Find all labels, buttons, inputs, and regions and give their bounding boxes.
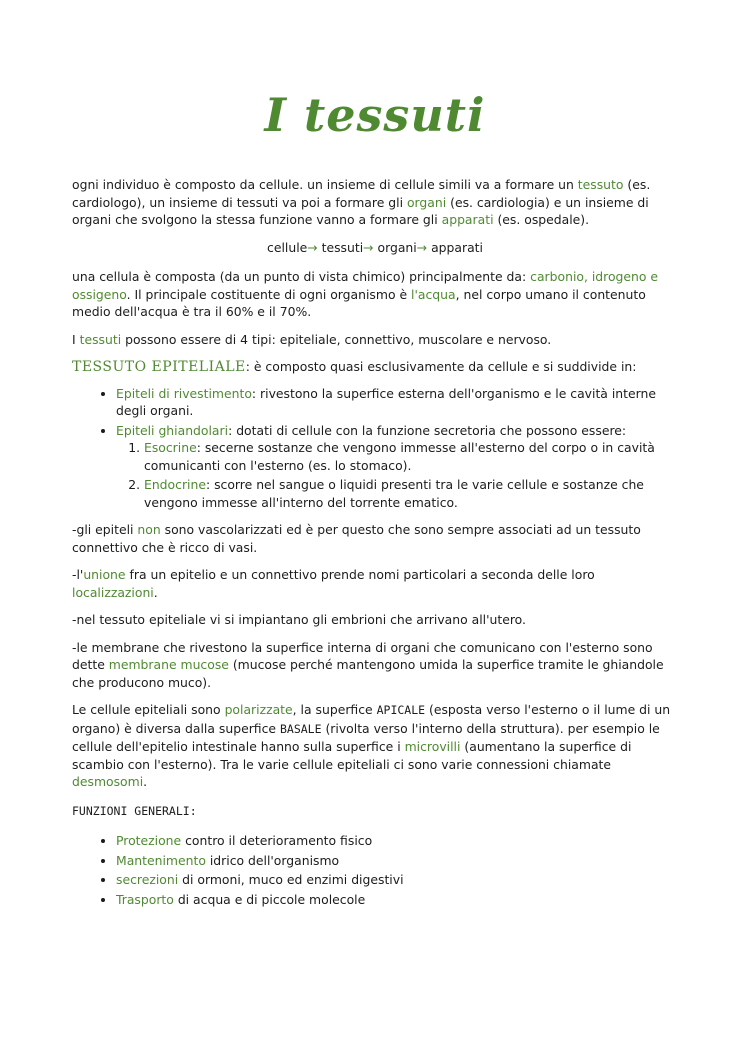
cell-text-2: . Il principale costituente di ogni organismo è [126,286,412,302]
intro-text-2: (es. cardiologo), un insieme di tessuti va poi a formare gli [72,177,651,210]
function-term: secrezioni [116,872,179,887]
term-apicale: APICALE [376,703,426,717]
function-text: contro il deterioramento fisico [181,833,373,848]
cell-text-1: una cellula è composta (da un punto di vista chimico) principalmente da: [72,269,531,284]
note-text: . [153,584,158,600]
note-vascularization [72,521,678,556]
flow-step-apparati: apparati [431,239,483,255]
polar-text: Le cellule epiteliali sono [72,702,225,717]
arrow-icon: → [363,239,374,255]
highlight-elements: carbonio, idrogeno e ossigeno [72,269,659,302]
function-text: di acqua e di piccole molecole [173,891,366,907]
cell-text-3: , nel corpo umano il contenuto medio dell'acqua è tra il 60% e il 70%. [72,286,646,319]
list-item [144,476,678,511]
note-membranes [72,639,678,692]
highlight-tessuto: tessuto [577,177,624,192]
functions-list [72,832,678,908]
functions-heading: FUNZIONI GENERALI: [72,803,197,818]
types-text-1: I [72,331,80,347]
gland-type-text: : secerne sostanze che vengono immesse all'esterno del corpo o in cavità comunicanti con l'esterno (es. lo stomaco). [144,440,655,473]
section-heading-epiteliale: TESSUTO EPITELIALE [72,359,246,375]
note-text: (mucose perché mantengono umida la superfice tramite le ghiandole che producono muco). [72,657,664,690]
polarity-paragraph [72,701,678,791]
list-item [116,891,678,909]
intro-text-4: (es. ospedale). [493,212,590,227]
highlight-microvilli: microvilli [404,739,461,754]
highlight-desmosomi: desmosomi [72,774,144,789]
list-item [144,439,678,474]
list-item [116,385,678,420]
highlight-tessuti: tessuti [79,331,122,347]
hierarchy-flow [72,239,678,257]
polar-text: . [143,774,148,789]
intro-text-3: (es. cardiologia) e un insieme di organi che svolgono la stessa funzione vanno a formare gli [72,194,649,227]
polar-text: (rivolta verso l'interno della struttura). per esempio le cellule dell'epitelio intestinale hanno sulla superfice i [72,720,660,754]
function-term: Trasporto [116,891,174,907]
gland-type-term: Endocrine [144,477,206,492]
highlight-non: non [137,522,161,537]
types-text-2: possono essere di 4 tipi: epiteliale, connettivo, muscolare e nervoso. [121,331,552,347]
flow-step-organi: organi [377,239,417,255]
arrow-icon: → [307,239,318,255]
arrow-icon: → [416,239,428,255]
epithelial-list [72,385,678,512]
list-item [116,852,678,870]
function-text: di ormoni, muco ed enzimi digestivi [178,872,404,887]
note-text: -gli epiteli [72,522,138,537]
page-title: I tessuti [264,88,486,142]
note-text: fra un epitelio e un connettivo prende nomi particolari a seconda delle loro [125,567,595,582]
epithelial-item-text: : dotati di cellule con la funzione secretoria che possono essere: [228,422,627,438]
highlight-membrane-mucose: membrane mucose [108,657,229,672]
note-text: sono vascolarizzati ed è per questo che sono sempre associati ad un tessuto connettivo che è ricco di vasi. [72,522,641,555]
epithelial-intro-text: : è composto quasi esclusivamente da cellule e si suddivide in: [245,359,637,374]
note-text: -l' [72,567,84,582]
function-text: idrico dell'organismo [205,852,340,868]
function-term: Mantenimento [116,852,206,868]
highlight-localizzazioni: localizzazioni [72,584,154,600]
intro-text-1: ogni individuo è composto da cellule. un insieme di cellule simili va a formare un [72,177,578,192]
highlight-acqua: l'acqua [411,286,456,302]
epithelial-item-text: : rivestono la superfice esterna dell'organismo e le cavità interne degli organi. [116,385,656,418]
highlight-apparati: apparati [441,212,494,227]
note-text: -le membrane che rivestono la superfice interna di organi che comunicano con l'esterno sono dette [72,639,653,672]
list-item [116,832,678,850]
highlight-organi: organi [406,194,447,210]
cell-paragraph [72,268,678,321]
term-basale: BASALE [279,721,322,736]
polar-text: , la superfice [292,702,377,717]
gland-types-list [116,439,678,511]
gland-type-text: : scorre nel sangue o liquidi presenti tra le varie cellule e sostanze che vengono immesse all'interno del torrente ematico. [144,477,644,510]
note-union [72,566,678,601]
flow-step-tessuti: tessuti [321,239,364,255]
intro-paragraph [72,176,678,229]
polar-text: (esposta verso l'esterno o il lume di un organo) è diversa dalla superfice [72,702,671,736]
epithelial-item-term: Epiteli di rivestimento [116,385,252,401]
polar-text: (aumentano la superfice di scambio con l'esterno). Tra le varie cellule epiteliali ci sono varie connessioni chiamate [72,739,632,772]
types-paragraph [72,331,678,349]
flow-step-cellule: cellule [267,239,308,255]
epithelial-heading-paragraph [72,358,678,377]
highlight-polarizzate: polarizzate [224,702,293,717]
list-item [116,871,678,889]
epithelial-item-term: Epiteli ghiandolari [116,422,229,438]
list-item [116,422,678,512]
gland-type-term: Esocrine [144,440,197,455]
note-embryos: -nel tessuto epiteliale vi si impiantano gli embrioni che arrivano all'utero. [72,612,526,627]
highlight-unione: unione [83,567,126,582]
document-body [72,176,678,918]
function-term: Protezione [116,833,182,848]
